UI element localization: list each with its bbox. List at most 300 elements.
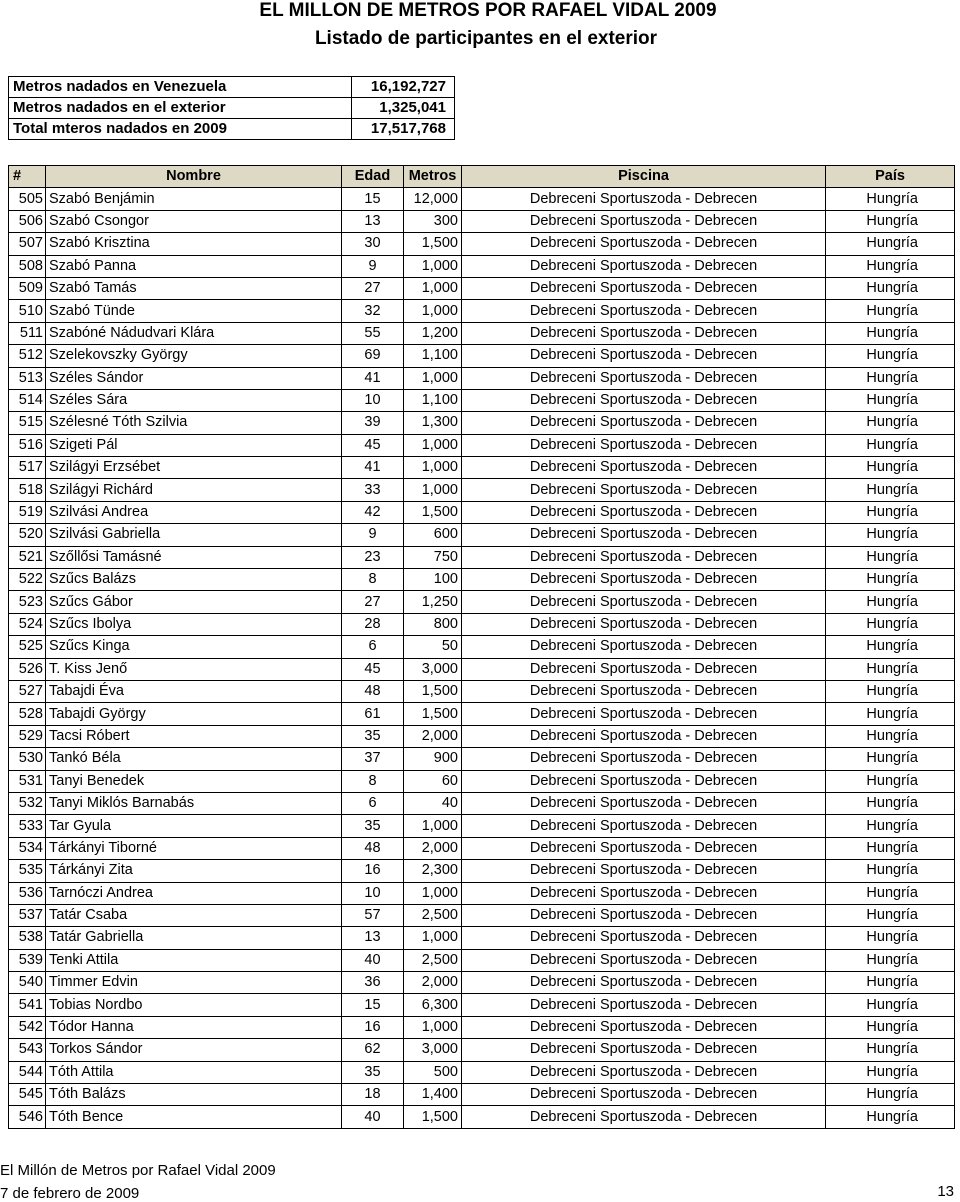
cell-country: Hungría xyxy=(826,412,955,434)
table-row xyxy=(9,613,955,635)
cell-number: 513 xyxy=(9,367,46,389)
cell-country: Hungría xyxy=(826,1016,955,1038)
cell-country: Hungría xyxy=(826,1084,955,1106)
table-row xyxy=(9,748,955,770)
table-row xyxy=(9,815,955,837)
cell-meters: 1,400 xyxy=(404,1084,462,1106)
cell-age: 13 xyxy=(342,927,404,949)
table-row xyxy=(9,1016,955,1038)
table-row xyxy=(9,300,955,322)
cell-age: 27 xyxy=(342,591,404,613)
cell-country: Hungría xyxy=(826,972,955,994)
cell-number: 516 xyxy=(9,434,46,456)
cell-pool: Debreceni Sportuszoda - Debrecen xyxy=(462,904,826,926)
table-row xyxy=(9,972,955,994)
cell-pool: Debreceni Sportuszoda - Debrecen xyxy=(462,837,826,859)
table-row xyxy=(9,188,955,210)
cell-pool: Debreceni Sportuszoda - Debrecen xyxy=(462,770,826,792)
cell-meters: 1,250 xyxy=(404,591,462,613)
cell-country: Hungría xyxy=(826,1061,955,1083)
column-header-name: Nombre xyxy=(46,166,342,188)
cell-age: 39 xyxy=(342,412,404,434)
cell-name: Tabajdi György xyxy=(46,703,342,725)
cell-age: 8 xyxy=(342,569,404,591)
cell-age: 23 xyxy=(342,546,404,568)
summary-value: 16,192,727 xyxy=(352,77,455,98)
cell-number: 505 xyxy=(9,188,46,210)
cell-meters: 1,100 xyxy=(404,389,462,411)
cell-age: 42 xyxy=(342,501,404,523)
cell-pool: Debreceni Sportuszoda - Debrecen xyxy=(462,927,826,949)
cell-number: 540 xyxy=(9,972,46,994)
table-row xyxy=(9,949,955,971)
cell-age: 48 xyxy=(342,680,404,702)
cell-pool: Debreceni Sportuszoda - Debrecen xyxy=(462,680,826,702)
cell-pool: Debreceni Sportuszoda - Debrecen xyxy=(462,255,826,277)
cell-number: 544 xyxy=(9,1061,46,1083)
cell-pool: Debreceni Sportuszoda - Debrecen xyxy=(462,524,826,546)
cell-country: Hungría xyxy=(826,994,955,1016)
cell-country: Hungría xyxy=(826,322,955,344)
cell-name: Torkos Sándor xyxy=(46,1039,342,1061)
cell-name: Tankó Béla xyxy=(46,748,342,770)
cell-number: 519 xyxy=(9,501,46,523)
table-row xyxy=(9,904,955,926)
cell-number: 510 xyxy=(9,300,46,322)
cell-name: Tárkányi Zita xyxy=(46,860,342,882)
cell-age: 69 xyxy=(342,345,404,367)
table-row xyxy=(9,837,955,859)
table-row xyxy=(9,860,955,882)
cell-country: Hungría xyxy=(826,636,955,658)
cell-country: Hungría xyxy=(826,860,955,882)
cell-pool: Debreceni Sportuszoda - Debrecen xyxy=(462,703,826,725)
cell-number: 523 xyxy=(9,591,46,613)
cell-number: 517 xyxy=(9,457,46,479)
table-row xyxy=(9,770,955,792)
cell-number: 507 xyxy=(9,233,46,255)
cell-country: Hungría xyxy=(826,904,955,926)
cell-country: Hungría xyxy=(826,345,955,367)
cell-meters: 1,000 xyxy=(404,367,462,389)
cell-country: Hungría xyxy=(826,815,955,837)
cell-number: 543 xyxy=(9,1039,46,1061)
cell-meters: 2,300 xyxy=(404,860,462,882)
cell-pool: Debreceni Sportuszoda - Debrecen xyxy=(462,636,826,658)
cell-age: 27 xyxy=(342,277,404,299)
cell-meters: 1,500 xyxy=(404,1106,462,1128)
cell-meters: 100 xyxy=(404,569,462,591)
cell-pool: Debreceni Sportuszoda - Debrecen xyxy=(462,1084,826,1106)
cell-meters: 1,000 xyxy=(404,927,462,949)
cell-name: Szabó Benjámin xyxy=(46,188,342,210)
cell-name: Tenki Attila xyxy=(46,949,342,971)
cell-country: Hungría xyxy=(826,1039,955,1061)
table-row xyxy=(9,210,955,232)
cell-meters: 2,500 xyxy=(404,949,462,971)
cell-age: 35 xyxy=(342,725,404,747)
cell-meters: 50 xyxy=(404,636,462,658)
table-row xyxy=(9,792,955,814)
cell-age: 45 xyxy=(342,434,404,456)
cell-pool: Debreceni Sportuszoda - Debrecen xyxy=(462,1061,826,1083)
summary-row xyxy=(9,77,455,98)
cell-pool: Debreceni Sportuszoda - Debrecen xyxy=(462,658,826,680)
cell-meters: 800 xyxy=(404,613,462,635)
cell-meters: 12,000 xyxy=(404,188,462,210)
cell-age: 15 xyxy=(342,994,404,1016)
cell-pool: Debreceni Sportuszoda - Debrecen xyxy=(462,389,826,411)
cell-number: 527 xyxy=(9,680,46,702)
cell-name: T. Kiss Jenő xyxy=(46,658,342,680)
cell-age: 13 xyxy=(342,210,404,232)
cell-pool: Debreceni Sportuszoda - Debrecen xyxy=(462,367,826,389)
cell-pool: Debreceni Sportuszoda - Debrecen xyxy=(462,725,826,747)
cell-age: 41 xyxy=(342,457,404,479)
table-row xyxy=(9,479,955,501)
cell-age: 57 xyxy=(342,904,404,926)
cell-name: Timmer Edvin xyxy=(46,972,342,994)
cell-number: 542 xyxy=(9,1016,46,1038)
cell-age: 9 xyxy=(342,255,404,277)
cell-meters: 1,500 xyxy=(404,233,462,255)
cell-name: Tar Gyula xyxy=(46,815,342,837)
cell-meters: 750 xyxy=(404,546,462,568)
cell-pool: Debreceni Sportuszoda - Debrecen xyxy=(462,457,826,479)
cell-country: Hungría xyxy=(826,524,955,546)
cell-number: 536 xyxy=(9,882,46,904)
cell-name: Tanyi Benedek xyxy=(46,770,342,792)
cell-name: Tabajdi Éva xyxy=(46,680,342,702)
cell-pool: Debreceni Sportuszoda - Debrecen xyxy=(462,994,826,1016)
cell-country: Hungría xyxy=(826,837,955,859)
cell-country: Hungría xyxy=(826,680,955,702)
cell-number: 524 xyxy=(9,613,46,635)
cell-name: Tódor Hanna xyxy=(46,1016,342,1038)
table-row xyxy=(9,703,955,725)
cell-country: Hungría xyxy=(826,300,955,322)
cell-name: Szabó Tamás xyxy=(46,277,342,299)
page-number: 13 xyxy=(937,1183,954,1200)
cell-name: Szűcs Ibolya xyxy=(46,613,342,635)
cell-pool: Debreceni Sportuszoda - Debrecen xyxy=(462,748,826,770)
column-header-number: # xyxy=(9,166,46,188)
cell-meters: 1,300 xyxy=(404,412,462,434)
cell-age: 61 xyxy=(342,703,404,725)
cell-name: Tatár Gabriella xyxy=(46,927,342,949)
cell-name: Szigeti Pál xyxy=(46,434,342,456)
summary-label: Metros nadados en Venezuela xyxy=(9,77,352,98)
cell-pool: Debreceni Sportuszoda - Debrecen xyxy=(462,188,826,210)
table-row xyxy=(9,412,955,434)
cell-pool: Debreceni Sportuszoda - Debrecen xyxy=(462,1106,826,1128)
cell-pool: Debreceni Sportuszoda - Debrecen xyxy=(462,815,826,837)
cell-age: 40 xyxy=(342,949,404,971)
cell-country: Hungría xyxy=(826,770,955,792)
cell-age: 10 xyxy=(342,389,404,411)
cell-pool: Debreceni Sportuszoda - Debrecen xyxy=(462,591,826,613)
cell-meters: 1,200 xyxy=(404,322,462,344)
cell-number: 526 xyxy=(9,658,46,680)
cell-meters: 500 xyxy=(404,1061,462,1083)
footer-date: 7 de febrero de 2009 xyxy=(0,1185,140,1202)
cell-country: Hungría xyxy=(826,188,955,210)
cell-country: Hungría xyxy=(826,882,955,904)
cell-country: Hungría xyxy=(826,658,955,680)
document-subtitle: Listado de participantes en el exterior xyxy=(314,28,658,49)
cell-pool: Debreceni Sportuszoda - Debrecen xyxy=(462,345,826,367)
cell-meters: 1,000 xyxy=(404,255,462,277)
cell-meters: 1,500 xyxy=(404,680,462,702)
summary-table xyxy=(8,76,455,140)
cell-meters: 1,500 xyxy=(404,501,462,523)
cell-name: Tarnóczi Andrea xyxy=(46,882,342,904)
cell-age: 16 xyxy=(342,1016,404,1038)
cell-pool: Debreceni Sportuszoda - Debrecen xyxy=(462,860,826,882)
summary-label: Metros nadados en el exterior xyxy=(9,98,352,119)
table-row xyxy=(9,389,955,411)
cell-country: Hungría xyxy=(826,927,955,949)
cell-name: Tacsi Róbert xyxy=(46,725,342,747)
cell-age: 15 xyxy=(342,188,404,210)
table-row xyxy=(9,255,955,277)
table-row xyxy=(9,569,955,591)
cell-number: 532 xyxy=(9,792,46,814)
table-row xyxy=(9,345,955,367)
cell-age: 28 xyxy=(342,613,404,635)
cell-age: 8 xyxy=(342,770,404,792)
cell-country: Hungría xyxy=(826,792,955,814)
cell-pool: Debreceni Sportuszoda - Debrecen xyxy=(462,949,826,971)
table-row xyxy=(9,994,955,1016)
cell-number: 528 xyxy=(9,703,46,725)
cell-age: 48 xyxy=(342,837,404,859)
cell-meters: 1,000 xyxy=(404,479,462,501)
cell-meters: 40 xyxy=(404,792,462,814)
cell-country: Hungría xyxy=(826,501,955,523)
cell-pool: Debreceni Sportuszoda - Debrecen xyxy=(462,882,826,904)
cell-pool: Debreceni Sportuszoda - Debrecen xyxy=(462,546,826,568)
cell-pool: Debreceni Sportuszoda - Debrecen xyxy=(462,479,826,501)
cell-name: Széles Sándor xyxy=(46,367,342,389)
summary-row xyxy=(9,98,455,119)
cell-meters: 3,000 xyxy=(404,1039,462,1061)
cell-country: Hungría xyxy=(826,457,955,479)
cell-pool: Debreceni Sportuszoda - Debrecen xyxy=(462,792,826,814)
table-row xyxy=(9,367,955,389)
participants-table xyxy=(8,165,955,1129)
cell-country: Hungría xyxy=(826,569,955,591)
cell-number: 525 xyxy=(9,636,46,658)
cell-age: 45 xyxy=(342,658,404,680)
table-row xyxy=(9,233,955,255)
cell-name: Szélesné Tóth Szilvia xyxy=(46,412,342,434)
cell-name: Tobias Nordbo xyxy=(46,994,342,1016)
cell-number: 518 xyxy=(9,479,46,501)
cell-country: Hungría xyxy=(826,748,955,770)
cell-age: 55 xyxy=(342,322,404,344)
cell-name: Szelekovszky György xyxy=(46,345,342,367)
cell-number: 537 xyxy=(9,904,46,926)
table-row xyxy=(9,636,955,658)
cell-age: 32 xyxy=(342,300,404,322)
cell-pool: Debreceni Sportuszoda - Debrecen xyxy=(462,434,826,456)
cell-age: 35 xyxy=(342,815,404,837)
cell-age: 6 xyxy=(342,792,404,814)
cell-pool: Debreceni Sportuszoda - Debrecen xyxy=(462,569,826,591)
cell-name: Szilágyi Richárd xyxy=(46,479,342,501)
cell-country: Hungría xyxy=(826,434,955,456)
cell-pool: Debreceni Sportuszoda - Debrecen xyxy=(462,210,826,232)
cell-country: Hungría xyxy=(826,546,955,568)
cell-number: 522 xyxy=(9,569,46,591)
cell-number: 535 xyxy=(9,860,46,882)
cell-pool: Debreceni Sportuszoda - Debrecen xyxy=(462,1039,826,1061)
table-row xyxy=(9,725,955,747)
cell-meters: 2,000 xyxy=(404,837,462,859)
cell-name: Szabóné Nádudvari Klára xyxy=(46,322,342,344)
table-row xyxy=(9,1061,955,1083)
table-row xyxy=(9,927,955,949)
column-header-country: País xyxy=(826,166,955,188)
summary-row xyxy=(9,119,455,140)
cell-pool: Debreceni Sportuszoda - Debrecen xyxy=(462,501,826,523)
cell-name: Szűcs Gábor xyxy=(46,591,342,613)
cell-number: 508 xyxy=(9,255,46,277)
cell-meters: 300 xyxy=(404,210,462,232)
cell-country: Hungría xyxy=(826,233,955,255)
table-row xyxy=(9,591,955,613)
cell-country: Hungría xyxy=(826,725,955,747)
cell-age: 30 xyxy=(342,233,404,255)
table-row xyxy=(9,524,955,546)
cell-meters: 1,000 xyxy=(404,277,462,299)
cell-name: Széles Sára xyxy=(46,389,342,411)
table-row xyxy=(9,882,955,904)
cell-age: 37 xyxy=(342,748,404,770)
cell-country: Hungría xyxy=(826,367,955,389)
cell-age: 40 xyxy=(342,1106,404,1128)
cell-name: Szilágyi Erzsébet xyxy=(46,457,342,479)
cell-number: 545 xyxy=(9,1084,46,1106)
cell-country: Hungría xyxy=(826,389,955,411)
cell-pool: Debreceni Sportuszoda - Debrecen xyxy=(462,300,826,322)
cell-number: 511 xyxy=(9,322,46,344)
cell-country: Hungría xyxy=(826,1106,955,1128)
table-row xyxy=(9,1039,955,1061)
cell-age: 6 xyxy=(342,636,404,658)
table-row xyxy=(9,501,955,523)
cell-age: 18 xyxy=(342,1084,404,1106)
cell-number: 512 xyxy=(9,345,46,367)
cell-meters: 1,000 xyxy=(404,300,462,322)
cell-meters: 1,000 xyxy=(404,815,462,837)
cell-age: 10 xyxy=(342,882,404,904)
cell-country: Hungría xyxy=(826,591,955,613)
table-row xyxy=(9,680,955,702)
table-row xyxy=(9,277,955,299)
cell-name: Tárkányi Tiborné xyxy=(46,837,342,859)
cell-number: 521 xyxy=(9,546,46,568)
cell-pool: Debreceni Sportuszoda - Debrecen xyxy=(462,1016,826,1038)
summary-value: 1,325,041 xyxy=(352,98,455,119)
cell-number: 539 xyxy=(9,949,46,971)
cell-name: Tóth Balázs xyxy=(46,1084,342,1106)
cell-name: Szabó Tünde xyxy=(46,300,342,322)
table-row xyxy=(9,1084,955,1106)
cell-pool: Debreceni Sportuszoda - Debrecen xyxy=(462,613,826,635)
cell-meters: 900 xyxy=(404,748,462,770)
cell-country: Hungría xyxy=(826,949,955,971)
cell-number: 529 xyxy=(9,725,46,747)
cell-meters: 3,000 xyxy=(404,658,462,680)
cell-number: 531 xyxy=(9,770,46,792)
table-row xyxy=(9,546,955,568)
cell-pool: Debreceni Sportuszoda - Debrecen xyxy=(462,233,826,255)
cell-meters: 1,000 xyxy=(404,882,462,904)
cell-name: Tóth Bence xyxy=(46,1106,342,1128)
cell-age: 36 xyxy=(342,972,404,994)
cell-country: Hungría xyxy=(826,210,955,232)
column-header-meters: Metros xyxy=(404,166,462,188)
cell-name: Tatár Csaba xyxy=(46,904,342,926)
cell-meters: 2,000 xyxy=(404,725,462,747)
summary-label: Total mteros nadados en 2009 xyxy=(9,119,352,140)
cell-number: 509 xyxy=(9,277,46,299)
cell-country: Hungría xyxy=(826,703,955,725)
cell-country: Hungría xyxy=(826,613,955,635)
cell-meters: 600 xyxy=(404,524,462,546)
cell-meters: 1,000 xyxy=(404,434,462,456)
table-row xyxy=(9,457,955,479)
cell-number: 514 xyxy=(9,389,46,411)
cell-meters: 2,500 xyxy=(404,904,462,926)
cell-pool: Debreceni Sportuszoda - Debrecen xyxy=(462,277,826,299)
summary-value: 17,517,768 xyxy=(352,119,455,140)
cell-name: Szilvási Andrea xyxy=(46,501,342,523)
cell-name: Tanyi Miklós Barnabás xyxy=(46,792,342,814)
table-header-row xyxy=(9,166,955,188)
cell-name: Szőllősi Tamásné xyxy=(46,546,342,568)
cell-name: Szűcs Balázs xyxy=(46,569,342,591)
cell-country: Hungría xyxy=(826,277,955,299)
cell-name: Szabó Krisztina xyxy=(46,233,342,255)
table-row xyxy=(9,322,955,344)
cell-pool: Debreceni Sportuszoda - Debrecen xyxy=(462,322,826,344)
cell-number: 506 xyxy=(9,210,46,232)
cell-age: 41 xyxy=(342,367,404,389)
cell-meters: 2,000 xyxy=(404,972,462,994)
cell-pool: Debreceni Sportuszoda - Debrecen xyxy=(462,412,826,434)
cell-number: 533 xyxy=(9,815,46,837)
cell-meters: 60 xyxy=(404,770,462,792)
cell-number: 520 xyxy=(9,524,46,546)
cell-number: 541 xyxy=(9,994,46,1016)
footer-event-name: El Millón de Metros por Rafael Vidal 2009 xyxy=(0,1162,276,1179)
cell-name: Szűcs Kinga xyxy=(46,636,342,658)
cell-meters: 1,000 xyxy=(404,1016,462,1038)
cell-age: 35 xyxy=(342,1061,404,1083)
cell-meters: 1,500 xyxy=(404,703,462,725)
cell-meters: 6,300 xyxy=(404,994,462,1016)
cell-meters: 1,000 xyxy=(404,457,462,479)
cell-number: 546 xyxy=(9,1106,46,1128)
column-header-pool: Piscina xyxy=(462,166,826,188)
cell-age: 9 xyxy=(342,524,404,546)
cell-country: Hungría xyxy=(826,479,955,501)
cell-country: Hungría xyxy=(826,255,955,277)
table-row xyxy=(9,434,955,456)
